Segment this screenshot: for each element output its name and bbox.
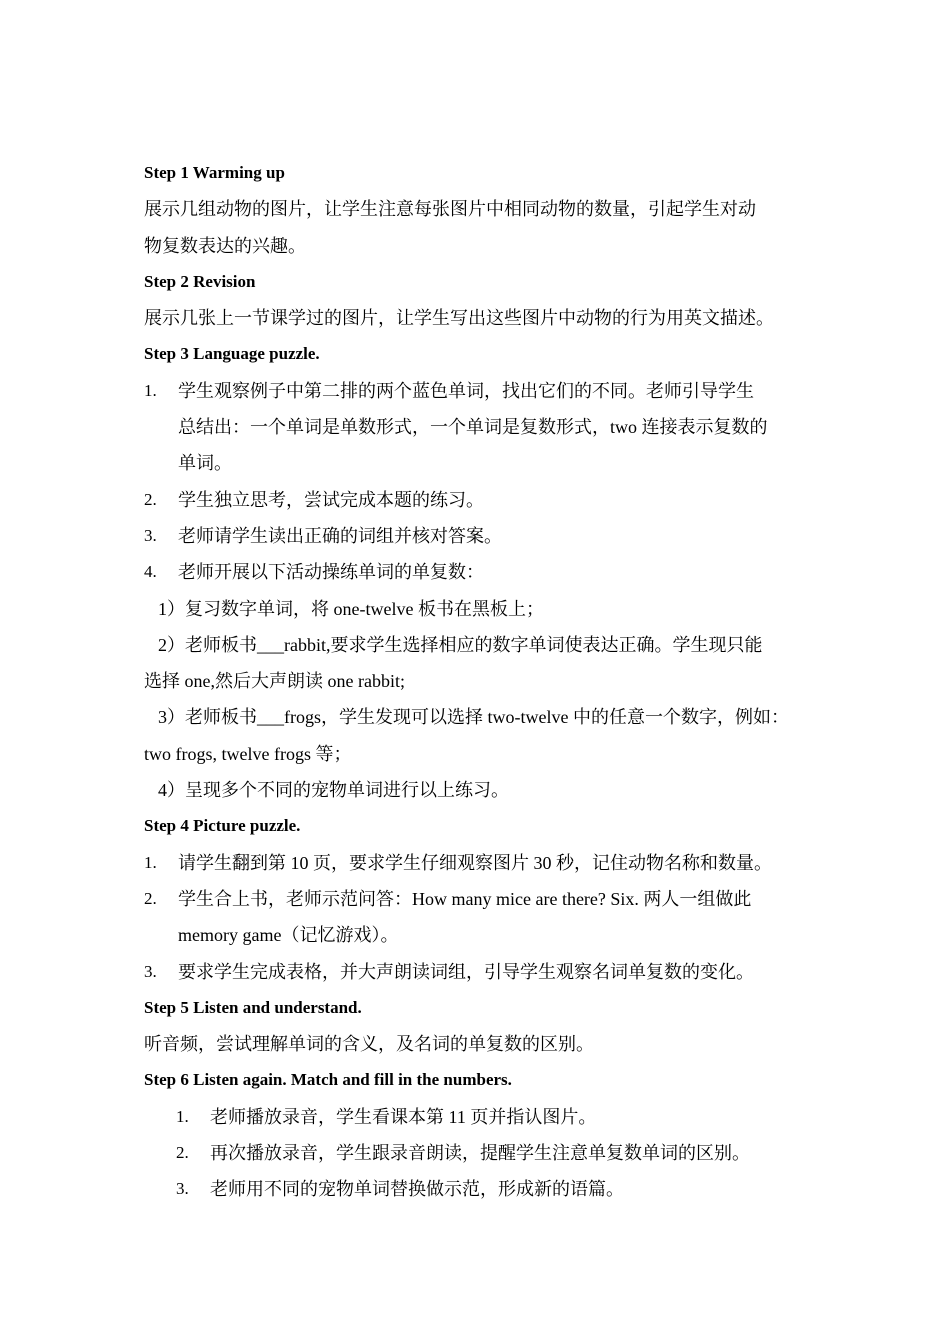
step2-heading: Step 2 Revision: [144, 271, 256, 291]
step3-item-1: [144, 373, 820, 409]
list-text: 老师请学生读出正确的词组并核对答案。: [178, 525, 502, 546]
list-number: 3.: [176, 1179, 189, 1199]
step5-heading: Step 5 Listen and understand.: [144, 997, 362, 1017]
list-text: 请学生翻到第 10 页，要求学生仔细观察图片 30 秒，记住动物名称和数量。: [178, 852, 772, 873]
step6-heading: Step 6 Listen again. Match and fill in the numbers.: [144, 1070, 512, 1090]
list-text: 再次播放录音，学生跟录音朗读，提醒学生注意单复数单词的区别。: [210, 1143, 750, 1164]
step3-sub-4: 4）呈现多个不同的宠物单词进行以上练习。: [158, 780, 509, 801]
step3-item-1-cont-2: 单词。: [178, 453, 232, 474]
step6-item-3: [144, 1171, 820, 1207]
step6-item-1: [144, 1099, 820, 1135]
step1-body-line1: 展示几组动物的图片，让学生注意每张图片中相同动物的数量，引起学生对动: [144, 199, 756, 220]
step4-item-1: [144, 845, 820, 881]
list-number: 2.: [144, 888, 157, 908]
list-number: 2.: [176, 1143, 189, 1163]
list-number: 3.: [144, 961, 157, 981]
step1-body-line2: 物复数表达的兴趣。: [144, 235, 306, 256]
list-text: 老师播放录音，学生看课本第 11 页并指认图片。: [210, 1106, 597, 1127]
step3-item-2: [144, 482, 820, 518]
list-number: 3.: [144, 525, 157, 545]
step3-item-3: [144, 518, 820, 554]
list-number: 4.: [144, 562, 157, 582]
step3-sub-3-cont: two frogs, twelve frogs 等；: [144, 743, 352, 764]
list-number: 1.: [144, 852, 157, 872]
step3-sub-3: 3）老师板书___frogs，学生发现可以选择 two-twelve 中的任意一个数字，例如：: [158, 707, 789, 728]
step3-sub-2: 2）老师板书___rabbit,要求学生选择相应的数字单词使表达正确。学生现只能: [158, 634, 763, 655]
step4-heading: Step 4 Picture puzzle.: [144, 816, 301, 836]
step6-item-2: [144, 1135, 820, 1171]
step3-heading: Step 3 Language puzzle.: [144, 344, 320, 364]
step1-heading: Step 1 Warming up: [144, 163, 285, 182]
step3-sub-2-cont: 选择 one,然后大声朗读 one rabbit;: [144, 671, 405, 692]
list-text: 老师用不同的宠物单词替换做示范，形成新的语篇。: [210, 1179, 624, 1200]
step3-item-1-cont-1: 总结出：一个单词是单数形式，一个单词是复数形式，two 连接表示复数的: [178, 417, 768, 438]
step4-item-2: [144, 881, 820, 917]
list-text: 学生合上书，老师示范问答：How many mice are there? Six. 两人一组做此: [178, 888, 752, 909]
step2-body: 展示几张上一节课学过的图片，让学生写出这些图片中动物的行为用英文描述。: [144, 308, 774, 329]
list-number: 2.: [144, 489, 157, 509]
step4-item-3: [144, 954, 820, 990]
lesson-plan-content: [144, 155, 820, 1208]
list-text: 学生观察例子中第二排的两个蓝色单词，找出它们的不同。老师引导学生: [178, 380, 754, 401]
list-number: 1.: [176, 1106, 189, 1126]
list-text: 学生独立思考，尝试完成本题的练习。: [178, 489, 484, 510]
step5-body: 听音频，尝试理解单词的含义，及名词的单复数的区别。: [144, 1034, 594, 1055]
step3-sub-1: 1）复习数字单词，将 one-twelve 板书在黑板上；: [158, 598, 544, 619]
step3-item-4: [144, 554, 820, 590]
list-text: 老师开展以下活动操练单词的单复数：: [178, 562, 484, 583]
step4-item-2-cont: memory game（记忆游戏）。: [178, 925, 399, 946]
list-number: 1.: [144, 380, 157, 400]
list-text: 要求学生完成表格，并大声朗读词组，引导学生观察名词单复数的变化。: [178, 961, 754, 982]
